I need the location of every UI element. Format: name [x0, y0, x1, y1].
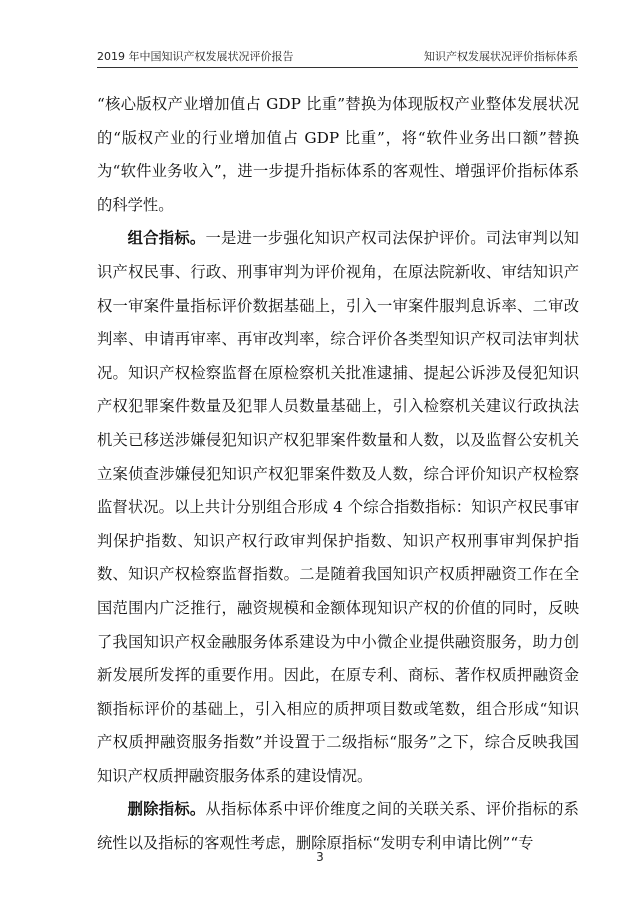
header-report-title: 2019 年中国知识产权发展状况评价报告 [97, 50, 294, 63]
paragraph-combined-indicators [97, 222, 579, 793]
page-header [97, 40, 578, 68]
paragraph-text: 从指标体系中评价维度之间的关联关系、评价指标的系统性以及指标的客观性考虑，删除原指标“发明专利申请比例”“专 [97, 800, 579, 853]
page-number: 3 [316, 850, 324, 864]
paragraph-heading: 组合指标。 [127, 229, 206, 248]
header-chapter-title: 知识产权发展状况评价指标体系 [424, 50, 578, 63]
paragraph-text: “核心版权产业增加值占 GDP 比重”替换为体现版权产业整体发展状况的“版权产业的行业增加值占 GDP 比重”，将“软件业务出口额”替换为“软件业务收入”，进一步提升指标体系的客观性、增强评价指标体系的科学性。 [97, 95, 579, 214]
paragraph-continuation [97, 88, 579, 222]
body-text [97, 88, 579, 861]
paragraph-heading: 删除指标。 [127, 800, 206, 819]
paragraph-text: 一是进一步强化知识产权司法保护评价。司法审判以知识产权民事、行政、刑事审判为评价视角，在原法院新收、审结知识产权一审案件量指标评价数据基础上，引入一审案件服判息诉率、二审改判率、申请再审率、再审改判率，综合评价各类型知识产权司法审判状况。知识产权检察监督在原检察机关批准逮捕、提起公诉涉及侵犯知识产权犯罪案件数量及犯罪人员数量基础上，引入检察机关建议行政执法机关已移送涉嫌侵犯知识产权犯罪案件数量和人数，以及监督公安机关立案侦查涉嫌侵犯知识产权犯罪案件数及人数，综合评价知识产权检察监督状况。以上共计分别组合形成 4 个综合指数指标：知识产权民事审判保护指数、知识产权行政审判保护指数、知识产权刑事审判保护指数、知识产权检察监督指数。二是随着我国知识产权质押融资工作在全国范围内广泛推行，融资规模和金额体现知识产权的价值的同时，反映了我国知识产权金融服务体系建设为中小微企业提供融资服务，助力创新发展所发挥的重要作用。因此，在原专利、商标、著作权质押融资金额指标评价的基础上，引入相应的质押项目数或笔数，组合形成“知识产权质押融资服务指数”并设置于二级指标“服务”之下，综合反映我国知识产权质押融资服务体系的建设情况。 [97, 229, 579, 785]
